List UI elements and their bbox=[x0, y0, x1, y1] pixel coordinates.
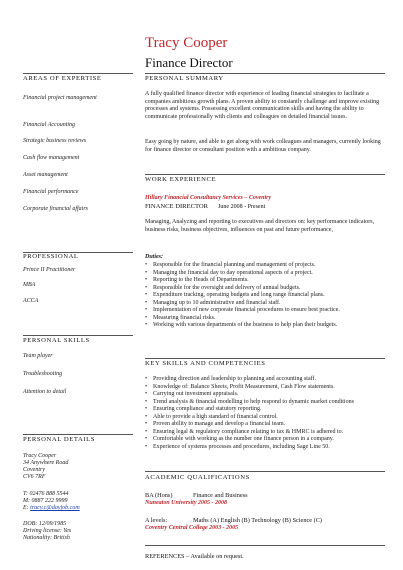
degree-row bbox=[145, 492, 248, 499]
list-item: • Trend analysis & financial modelling to help respond to dynamic market conditions bbox=[145, 399, 385, 407]
details-phone: T: 02476 888 5544 bbox=[23, 491, 69, 497]
list-item: • Carrying out investment appraisals. bbox=[145, 391, 385, 399]
list-item: • Comfortable with working as the number one finance person in a company. bbox=[145, 436, 385, 444]
expertise-item: Strategic business reviews bbox=[23, 138, 87, 144]
list-item: • Able to provide a high standard of financial control. bbox=[145, 414, 385, 422]
duties-list bbox=[145, 262, 385, 330]
expertise-item: Financial performance bbox=[23, 189, 79, 195]
list-item: • Managing up to 10 administrative and financial staff. bbox=[145, 300, 385, 308]
professional-item: ACCA bbox=[23, 298, 39, 304]
details-dob: DOB: 12/09/1985 bbox=[23, 521, 67, 527]
skill-item: Team player bbox=[23, 353, 53, 359]
details-address1: 34 Anywhere Road bbox=[23, 460, 69, 466]
professional-item: Prince II Practitioner bbox=[23, 267, 76, 273]
duties-label: Duties: bbox=[145, 254, 163, 260]
list-item: • Managing the financial day to day operational aspects of a project. bbox=[145, 270, 385, 278]
key-skills-list bbox=[145, 376, 385, 451]
list-item: • Ensuring compliance and statutory reporting. bbox=[145, 406, 385, 414]
details-name: Tracy Cooper bbox=[23, 453, 57, 459]
key-skills-heading: KEY SKILLS AND COMPETENCIES bbox=[145, 360, 266, 367]
skill-item: Attention to detail bbox=[23, 389, 67, 395]
details-postcode: CV6 7RF bbox=[23, 474, 46, 480]
personal-skills-heading: PERSONAL SKILLS bbox=[23, 337, 90, 344]
qualifications-heading: ACADEMIC QUALIFICATIONS bbox=[145, 474, 250, 481]
list-item: • Experience of systems processes and procedures, including Sage Line 50. bbox=[145, 444, 385, 452]
job-position bbox=[145, 203, 265, 210]
alevels-row bbox=[145, 517, 323, 524]
divider bbox=[23, 73, 133, 74]
university: Nuneaton University 2005 - 2008 bbox=[145, 500, 228, 506]
professional-item: MBA bbox=[23, 282, 36, 288]
job-title-heading: Finance Director bbox=[145, 55, 233, 70]
details-nationality: Nationality: British bbox=[23, 535, 70, 541]
divider bbox=[145, 358, 385, 359]
list-item: • Expenditure tracking, operating budgets and long range financial plans. bbox=[145, 292, 385, 300]
list-item: • Working with various departments of the business to help plan their budgets. bbox=[145, 322, 385, 330]
divider bbox=[145, 174, 385, 175]
expertise-item: Financial project management bbox=[23, 95, 97, 101]
details-email-row bbox=[23, 505, 80, 512]
divider bbox=[145, 545, 385, 546]
candidate-name: Tracy Cooper bbox=[145, 35, 228, 51]
degree: BA (Hons) bbox=[145, 492, 173, 499]
email-link[interactable]: tracy.c@dayjob.com bbox=[30, 505, 80, 511]
employer-name: Hillary Financial Consultancy Services – Coventry bbox=[145, 195, 272, 201]
expertise-item: Financial Accounting bbox=[23, 122, 76, 128]
summary-paragraph: A fully qualified finance director with experience of leading financial strategies to facilitate a companies ambitious growth plans. A proven ability to constantly challenge and improve existing processes and systems. Possessing excellent communication skills and having the ability to communicate professionally with clients and colleagues on detailed financial issues. bbox=[145, 91, 380, 120]
alevels-label: A levels: bbox=[145, 517, 168, 524]
alevels-subjects: Maths (A) English (B) Technology (B) Science (C) bbox=[193, 517, 323, 524]
divider bbox=[23, 335, 133, 336]
summary-heading: PERSONAL SUMMARY bbox=[145, 75, 224, 82]
references: REFERENCES – Available on request. bbox=[145, 553, 244, 560]
list-item: • Responsible for the financial planning and management of projects. bbox=[145, 262, 385, 270]
list-item: • Providing direction and leadership to planning and accounting staff. bbox=[145, 376, 385, 384]
work-experience-heading: WORK EXPERIENCE bbox=[145, 176, 217, 183]
degree-subject: Finance and Business bbox=[193, 492, 248, 499]
expertise-item: Asset management bbox=[23, 172, 68, 178]
list-item: • Reporting to the Heads of Departments. bbox=[145, 277, 385, 285]
college: Coventry Central College 2003 - 2005 bbox=[145, 525, 239, 531]
summary-paragraph: Easy going by nature, and able to get along with work colleagues and managers, currently looking for finance director or consultant position with a ambitious company. bbox=[145, 139, 381, 153]
job-description: Managing, Analyzing and reporting to executives and directors on: key performance indicators, business risks, business objectives, influences on past and future performance, bbox=[145, 219, 375, 233]
details-mobile: M: 0887 222 9999 bbox=[23, 498, 68, 504]
personal-details-heading: PERSONAL DETAILS bbox=[23, 436, 96, 443]
expertise-item: Corporate financial affairs bbox=[23, 206, 89, 212]
list-item: • Proven ability to manage and develop a financial team. bbox=[145, 421, 385, 429]
skill-item: Troubleshooting bbox=[23, 371, 63, 377]
details-address2: Coventry bbox=[23, 467, 45, 473]
list-item: • Knowledge of: Balance Sheets, Profit Measurement, Cash Flow statements. bbox=[145, 384, 385, 392]
divider bbox=[145, 73, 385, 74]
expertise-heading: AREAS OF EXPERTISE bbox=[23, 75, 102, 82]
list-item: • Measuring financial risks. bbox=[145, 315, 385, 323]
divider bbox=[23, 434, 133, 435]
list-item: • Responsible for the oversight and delivery of annual budgets. bbox=[145, 285, 385, 293]
email-prefix: E: bbox=[23, 505, 29, 511]
list-item: • Implementation of new corporate financial procedures to ensure best practice. bbox=[145, 307, 385, 315]
expertise-item: Cash flow management bbox=[23, 155, 80, 161]
professional-heading: PROFESSIONAL bbox=[23, 253, 79, 260]
details-license: Driving license: Yes bbox=[23, 528, 72, 534]
list-item: • Ensuring legal & regulatory compliance relating to tax & HMRC is adhered to. bbox=[145, 429, 385, 437]
divider bbox=[145, 471, 385, 472]
job-dates: June 2008 - Present bbox=[218, 204, 266, 210]
job-position-title: FINANCE DIRECTOR bbox=[145, 203, 209, 210]
